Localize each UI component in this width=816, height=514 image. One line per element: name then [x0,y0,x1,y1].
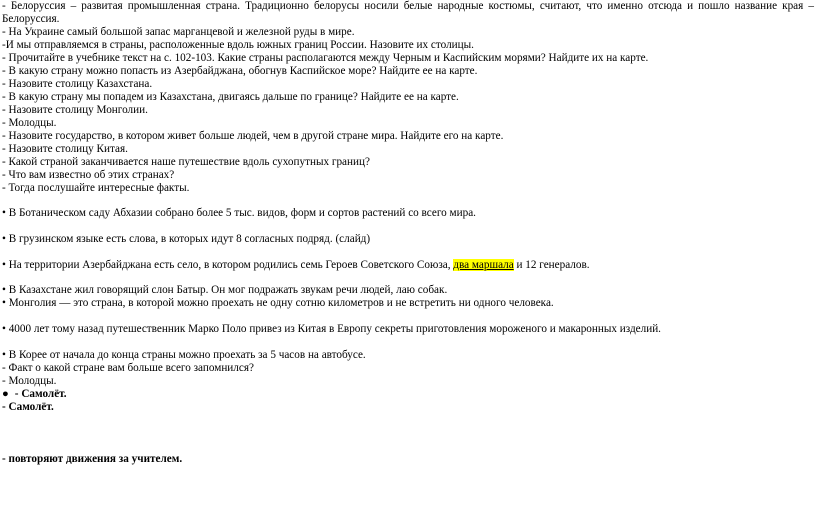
text-line: - Назовите государство, в котором живет больше людей, чем в другой стране мира. Найдите его на карте. [2,130,504,142]
text-line: - Какой страной заканчивается наше путешествие вдоль сухопутных границ? [2,156,370,168]
fact-kazakhstan: • В Казахстане жил говорящий слон Батыр. Он мог подражать звукам речи людей, лаю собак. [2,284,448,296]
bullet-icon: ● [2,388,9,400]
fact-georgian-language: • В грузинском языке есть слова, в которых идут 8 согласных подряд. (слайд) [2,233,371,245]
text-line: - Назовите столицу Монголии. [2,104,148,116]
answer-samolet-text: - Самолёт. [12,388,67,400]
fact-azerbaijan-after: и 12 генералов. [513,259,590,271]
fact-botanical-garden: • В Ботаническом саду Абхазии собрано более 5 тыс. видов, форм и сортов растений со всего мира. [2,207,476,219]
answer-samolet: - Самолёт. [2,401,54,413]
text-line: Белоруссия. [2,13,60,25]
fact-china: • 4000 лет тому назад путешественник Марко Поло привез из Китая в Европу секреты приготовления мороженого и макаронных изделий. [2,323,661,335]
text-line: - Прочитайте в учебнике текст на с. 102-103. Какие страны располагаются между Черным и Каспийским морями? Найдите их на карте. [2,52,649,64]
text-line: - Тогда послушайте интересные факты. [2,182,190,194]
text-line: - На Украине самый большой запас марганцевой и железной руды в мире. [2,26,355,38]
highlighted-text: два маршала [453,259,514,271]
text-line: - Факт о какой стране вам больше всего запомнился? [2,362,254,374]
text-line: - В какую страну можно попасть из Азербайджана, обогнув Каспийское море? Найдите ее на карте. [2,65,478,77]
fact-azerbaijan-before: • На территории Азербайджана есть село, в котором родились семь Героев Советского Союза, [2,259,454,271]
text-line: - Что вам известно об этих странах? [2,169,175,181]
fact-mongolia: • Монголия — это страна, в которой можно проехать не одну сотню километров и не встретить ни одного человека. [2,297,554,309]
teacher-instruction: - повторяют движения за учителем. [2,453,183,465]
answer-samolet-bullet [2,388,67,401]
fact-korea: • В Корее от начала до конца страны можно проехать за 5 часов на автобусе. [2,349,366,361]
text-line: - Белоруссия – развитая промышленная страна. Традиционно белорусы носили белые народные костюмы, считают, что именно отсюда и пошло название края – [2,0,814,12]
text-line: - Молодцы. [2,117,57,129]
text-line: -И мы отправляемся в страны, расположенные вдоль южных границ России. Назовите их столицы. [2,39,474,51]
text-line: - Назовите столицу Китая. [2,143,128,155]
text-line: - В какую страну мы попадем из Казахстана, двигаясь дальше по границе? Найдите ее на карте. [2,91,459,103]
text-line: - Молодцы. [2,375,57,387]
text-line: - Назовите столицу Казахстана. [2,78,153,90]
fact-azerbaijan [2,259,590,272]
